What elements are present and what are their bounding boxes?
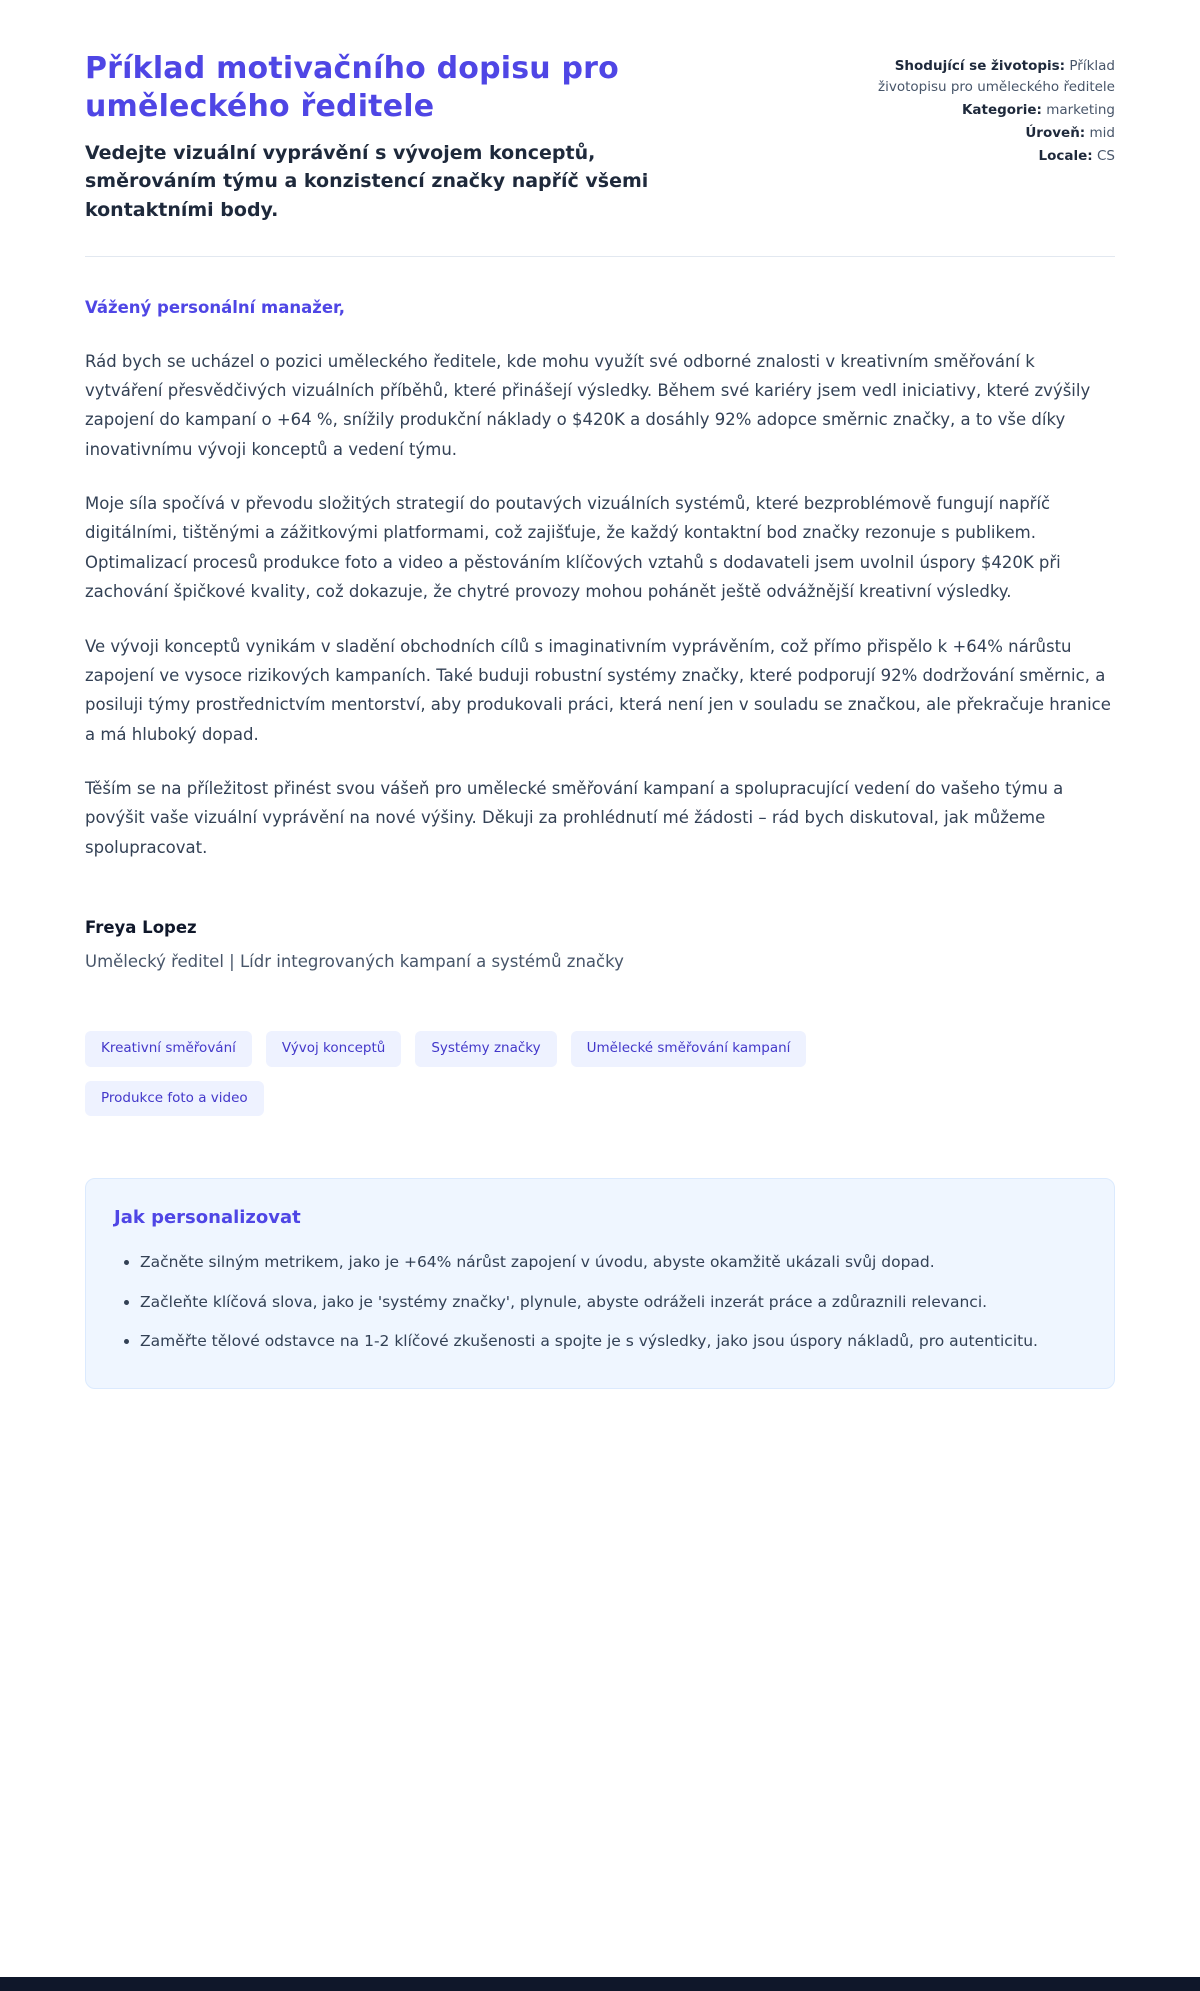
letter-paragraph: Ve vývoji konceptů vynikám v sladění obchodních cílů s imaginativním vyprávěním, což přímo přispělo k +64% nárůstu zapojení ve vysoce rizikových kampaních. Také buduji robustní systémy značky, které podporují 92% dodržování směrnic, a posiluji týmy prostřednictvím mentorství, aby produkovali práci, která není jen v souladu se značkou, ale překračuje hranice a má hluboký dopad. [85,636,1111,744]
letter-salutation: Vážený personální manažer, [85,298,346,318]
meta-row-level [863,123,1115,144]
signature-title: Umělecký ředitel | Lídr integrovaných kampaní a systémů značky [85,952,624,972]
meta-label: Úroveň: [1025,124,1086,141]
tag-pill: Kreativní směřování [85,1031,252,1067]
page-subtitle: Vedejte vizuální vyprávění s vývojem konceptů, směrováním týmu a konzistencí značky napříč všemi kontaktními body. [85,141,649,221]
meta-value: marketing [1046,101,1115,118]
meta-label: Locale: [1038,147,1093,164]
meta-value: mid [1089,124,1115,141]
letter-paragraph: Rád bych se ucházel o pozici uměleckého ředitele, kde mohu využít své odborné znalosti v kreativním směřování k vytváření přesvědčivých vizuálních příběhů, které přinášejí výsledky. Během své kariéry jsem vedl iniciativy, které zvýšily zapojení do kampaní o +64 %, snížily produkční náklady o $420K a dosáhly 92% adopce směrnic značky, a to vše díky inovativnímu vývoji konceptů a vedení týmu. [85,351,1091,459]
page-container [85,0,1115,1389]
signature-name: Freya Lopez [85,918,197,938]
footer-bar [0,1977,1200,1991]
tips-list [114,1248,1082,1356]
tag-pill: Produkce foto a video [85,1081,264,1117]
tips-title: Jak personalizovat [114,1207,301,1229]
meta-row-locale [863,146,1115,167]
meta-value: CS [1097,147,1115,164]
tag-pill: Vývoj konceptů [266,1031,401,1067]
cover-letter-body [85,295,1115,1389]
letter-paragraph: Moje síla spočívá v převodu složitých strategií do poutavých vizuálních systémů, které bezproblémově fungují napříč digitálními, tištěnými a zážitkovými platformami, což zajišťuje, že každý kontaktní bod značky rezonuje s publikem. Optimalizací procesů produkce foto a video a pěstováním klíčových vztahů s dodavateli jsem uvolnil úspory $420K při zachování špičkové kvality, což dokazuje, že chytré provozy mohou pohánět ještě odvážnější kreativní výsledky. [85,494,1061,602]
personalization-tips-box [85,1178,1115,1389]
meta-value: Příklad životopisu pro uměleckého ředitele [878,58,1115,95]
meta-row-matching-resume [863,56,1115,98]
tag-pill: Systémy značky [415,1031,556,1067]
tip-item: • Zaměřte tělové odstavce na 1-2 klíčové zkušenosti a spojte je s výsledky, jako jsou úspory nákladů, pro autenticitu. [140,1327,1082,1356]
header-meta-block [863,50,1115,224]
letter-paragraph: Těším se na příležitost přinést svou vášeň pro umělecké směřování kampaní a spolupracující vedení do vašeho týmu a povýšit vaše vizuální vyprávění na nové výšiny. Děkuji za prohlédnutí mé žádosti – rád bych diskutoval, jak můžeme spolupracovat. [85,778,1064,857]
page-title: Příklad motivačního dopisu pro uměleckého ředitele [85,51,619,125]
skill-tags [85,1031,885,1116]
tip-item: • Začleňte klíčová slova, jako je 'systémy značky', plynule, abyste odráželi inzerát práce a zdůraznili relevanci. [140,1288,1082,1317]
tag-pill: Umělecké směřování kampaní [571,1031,807,1067]
meta-label: Kategorie: [961,101,1042,118]
header-divider [85,256,1115,257]
tip-item: • Začněte silným metrikem, jako je +64% nárůst zapojení v úvodu, abyste okamžitě ukázali svůj dopad. [140,1248,1082,1277]
page-header [85,50,1115,224]
meta-row-category [863,100,1115,121]
meta-label: Shodující se životopis: [894,58,1066,74]
header-title-block [85,50,685,224]
